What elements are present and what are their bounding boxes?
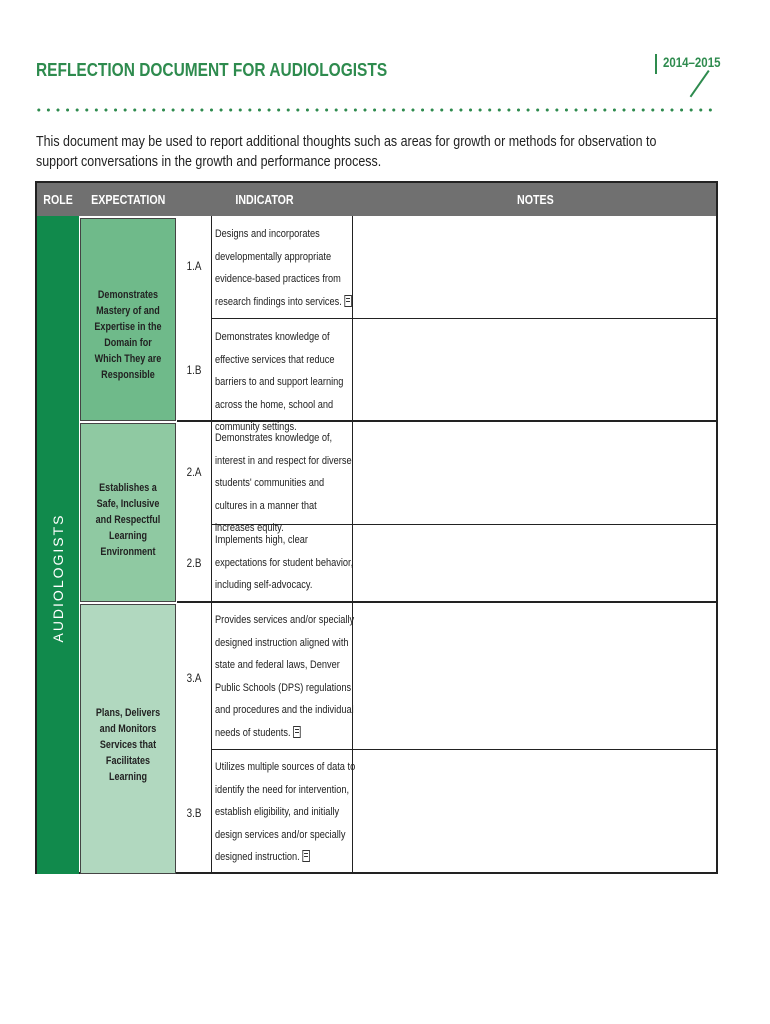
expectation-cell	[80, 218, 176, 421]
indicator-text: Utilizes multiple sources of data to identify the need for intervention, establish eligibility, and initially design services and/or specially designed instruction.	[215, 761, 356, 864]
indicator-code: 1.A	[186, 259, 202, 273]
indicator-text: Provides services and/or specially designed instruction aligned with state and federal laws, Denver Public Schools (DPS) regulations and procedures and the individual needs of students.	[215, 614, 355, 739]
reflection-table	[35, 181, 718, 874]
table-header	[37, 183, 716, 216]
document-icon	[293, 726, 301, 738]
document-icon	[302, 850, 310, 862]
notes-field-1b[interactable]	[353, 319, 718, 420]
indicator-code: 2.A	[186, 465, 202, 479]
indicator-code: 3.A	[186, 671, 202, 685]
indicator-text: Designs and incorporates developmentally appropriate evidence-based practices from research findings into services.	[215, 223, 357, 313]
notes-field-2b[interactable]	[353, 525, 718, 601]
notes-field-1a[interactable]	[353, 216, 718, 318]
expectation-cell	[80, 604, 176, 874]
header-notes: NOTES	[517, 192, 554, 207]
role-cell	[37, 216, 79, 874]
dotted-divider	[34, 107, 714, 113]
role-label: AUDIOLOGISTS	[50, 513, 66, 643]
intro-text: This document may be used to report additional thoughts such as areas for growth or methods for observation to support conversations in the growth and performance process.	[36, 134, 657, 170]
school-year: 2014–2015	[663, 54, 721, 70]
expectation-2: Establishes a Safe, Inclusive and Respectful Learning Environment	[95, 482, 161, 558]
notes-field-2a[interactable]	[353, 422, 718, 524]
column-divider	[211, 216, 212, 874]
document-icon	[344, 295, 352, 307]
expectation-cell	[80, 423, 176, 602]
page-title: REFLECTION DOCUMENT FOR AUDIOLOGISTS	[36, 60, 388, 80]
notes-field-3b[interactable]	[353, 750, 718, 874]
year-divider	[655, 54, 657, 74]
indicator-code: 2.B	[186, 556, 202, 570]
header-expectation: EXPECTATION	[90, 192, 166, 207]
indicator-text: Demonstrates knowledge of effective services that reduce barriers to and support learning across the home, school and community settings.	[215, 331, 344, 434]
indicator-text: Demonstrates knowledge of, interest in and respect for diverse students' communities and cultures in a manner that increases equity.	[215, 432, 352, 535]
indicator-code: 3.B	[186, 806, 202, 820]
expectation-3: Plans, Delivers and Monitors Services that Facilitates Learning	[95, 707, 161, 783]
decorative-slash	[690, 70, 710, 97]
header-role: ROLE	[43, 192, 73, 207]
expectation-1: Demonstrates Mastery of and Expertise in the Domain for Which They are Responsible	[94, 289, 162, 381]
header-indicator: INDICATOR	[235, 192, 294, 207]
indicator-code: 1.B	[186, 363, 202, 377]
notes-field-3a[interactable]	[353, 603, 718, 749]
indicator-text: Implements high, clear expectations for student behavior, including self-advocacy.	[215, 534, 354, 592]
